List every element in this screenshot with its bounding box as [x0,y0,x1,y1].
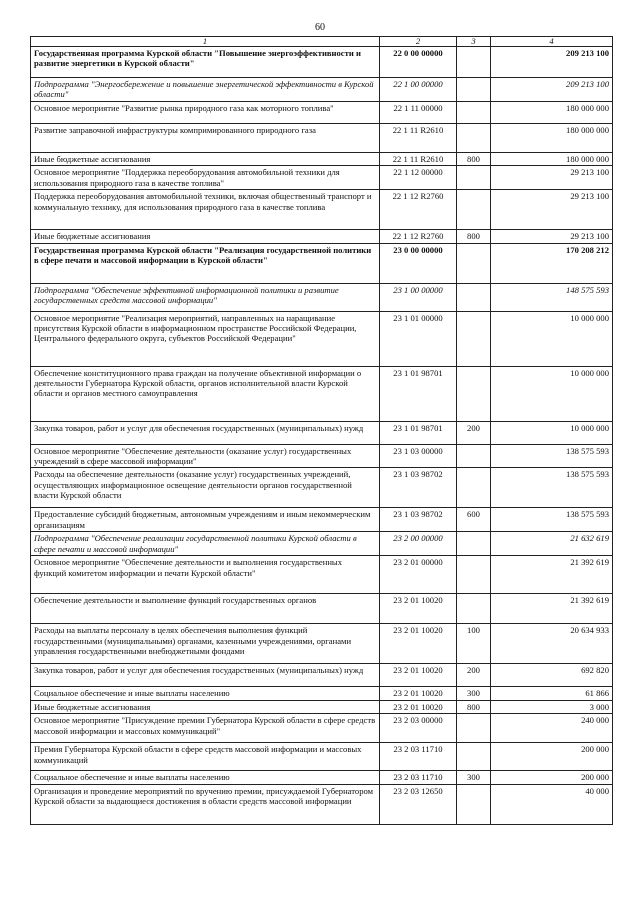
table-row [31,687,613,700]
row-amount-cell: 29 213 100 [491,166,613,190]
row-code-cell: 23 1 03 98702 [380,508,457,532]
table-row [31,366,613,421]
table-row [31,166,613,190]
row-expense-type-cell [457,101,491,123]
row-amount-cell: 138 575 593 [491,468,613,508]
page-number: 60 [315,22,325,33]
budget-table-body [31,37,613,825]
row-code-cell: 23 2 01 10020 [380,700,457,713]
row-expense-type-cell [457,123,491,152]
row-expense-type-cell [457,366,491,421]
row-code-cell: 22 1 12 00000 [380,166,457,190]
row-name-cell: Закупка товаров, работ и услуг для обеспечения государственных (муниципальных) нужд [31,664,380,687]
row-name-cell: Развитие заправочной инфраструктуры компримированного природного газа [31,123,380,152]
column-number-3: 3 [457,37,491,47]
row-name-cell: Закупка товаров, работ и услуг для обеспечения государственных (муниципальных) нужд [31,421,380,444]
row-name-cell: Основное мероприятие "Поддержка переоборудования автомобильной техники для использования природного газа в качестве топлива" [31,166,380,190]
row-code-cell: 23 2 03 00000 [380,714,457,743]
row-expense-type-cell [457,243,491,283]
table-row [31,101,613,123]
row-amount-cell: 10 000 000 [491,311,613,366]
row-code-cell: 23 2 00 00000 [380,532,457,556]
row-name-cell: Подпрограмма "Энергосбережение и повышение энергетической эффективности в Курской области" [31,77,380,101]
row-expense-type-cell [457,190,491,230]
row-code-cell: 23 1 01 98701 [380,366,457,421]
row-name-cell: Расходы на обеспечение деятельности (оказание услуг) государственных учреждений, осуществляющих информационное освещение деятельности органов государственной власти Курской области [31,468,380,508]
table-row [31,230,613,243]
row-amount-cell: 209 213 100 [491,77,613,101]
table-row [31,311,613,366]
row-expense-type-cell [457,532,491,556]
row-amount-cell: 10 000 000 [491,421,613,444]
row-amount-cell: 170 208 212 [491,243,613,283]
row-code-cell: 22 1 11 R2610 [380,152,457,165]
table-row [31,152,613,165]
row-expense-type-cell: 200 [457,421,491,444]
table-row [31,700,613,713]
table-row [31,77,613,101]
row-code-cell: 22 1 00 00000 [380,77,457,101]
row-amount-cell: 180 000 000 [491,123,613,152]
row-name-cell: Подпрограмма "Обеспечение реализации государственной политики Курской области в сфере печати и массовой информации" [31,532,380,556]
row-code-cell: 23 1 00 00000 [380,283,457,311]
row-amount-cell: 209 213 100 [491,46,613,77]
row-code-cell: 22 0 00 00000 [380,46,457,77]
row-amount-cell: 138 575 593 [491,508,613,532]
row-code-cell: 22 1 12 R2760 [380,230,457,243]
table-row [31,664,613,687]
row-code-cell: 23 1 03 00000 [380,444,457,468]
row-expense-type-cell: 300 [457,771,491,784]
row-code-cell: 23 0 00 00000 [380,243,457,283]
row-expense-type-cell [457,444,491,468]
row-code-cell: 23 2 03 11710 [380,743,457,771]
row-code-cell: 23 1 03 98702 [380,468,457,508]
row-name-cell: Основное мероприятие "Обеспечение деятельности (оказание услуг) государственных учреждений в сфере массовой информации" [31,444,380,468]
row-amount-cell: 20 634 933 [491,624,613,664]
row-name-cell: Организация и проведение мероприятий по вручению премии, присуждаемой Губернатором Курской области за выдающиеся достижения в области средств массовой информации [31,784,380,824]
row-name-cell: Иные бюджетные ассигнования [31,230,380,243]
table-row [31,243,613,283]
column-number-1: 1 [31,37,380,47]
row-expense-type-cell [457,743,491,771]
row-name-cell: Иные бюджетные ассигнования [31,700,380,713]
row-amount-cell: 3 000 [491,700,613,713]
row-amount-cell: 180 000 000 [491,101,613,123]
row-amount-cell: 29 213 100 [491,230,613,243]
table-row [31,468,613,508]
budget-table [30,36,613,825]
row-name-cell: Основное мероприятие "Присуждение премии Губернатора Курской области в сфере средств массовой информации и массовых коммуникаций" [31,714,380,743]
row-expense-type-cell [457,714,491,743]
row-name-cell: Обеспечение конституционного права граждан на получение объективной информации о деятельности Губернатора Курской области, органов исполнительной власти Курской области и органов местного самоуправления [31,366,380,421]
row-code-cell: 23 2 01 10020 [380,687,457,700]
row-amount-cell: 61 866 [491,687,613,700]
row-code-cell: 22 1 11 00000 [380,101,457,123]
row-expense-type-cell: 800 [457,700,491,713]
table-row [31,123,613,152]
column-number-2: 2 [380,37,457,47]
table-row [31,444,613,468]
column-number-row [31,37,613,47]
row-name-cell: Основное мероприятие "Обеспечение деятельности и выполнения государственных функций комитетом информации и печати Курской области" [31,556,380,594]
row-name-cell: Иные бюджетные ассигнования [31,152,380,165]
row-code-cell: 23 1 01 00000 [380,311,457,366]
row-amount-cell: 200 000 [491,743,613,771]
row-name-cell: Поддержка переоборудования автомобильной техники, включая общественный транспорт и коммунальную технику, для использования природного газа в качестве топлива [31,190,380,230]
row-name-cell: Предоставление субсидий бюджетным, автономным учреждениям и иным некоммерческим организациям [31,508,380,532]
row-amount-cell: 21 632 619 [491,532,613,556]
table-row [31,421,613,444]
row-code-cell: 23 1 01 98701 [380,421,457,444]
row-amount-cell: 21 392 619 [491,594,613,624]
row-expense-type-cell [457,46,491,77]
table-row [31,283,613,311]
row-expense-type-cell [457,283,491,311]
row-expense-type-cell: 100 [457,624,491,664]
row-expense-type-cell: 800 [457,152,491,165]
row-code-cell: 23 2 01 00000 [380,556,457,594]
row-expense-type-cell [457,556,491,594]
row-name-cell: Расходы на выплаты персоналу в целях обеспечения выполнения функций государственными (муниципальными) органами, казенными учреждениями, органами управления государственными внебюджетными фондами [31,624,380,664]
column-number-4: 4 [491,37,613,47]
row-name-cell: Социальное обеспечение и иные выплаты населению [31,687,380,700]
row-code-cell: 23 2 03 12650 [380,784,457,824]
row-name-cell: Премия Губернатора Курской области в сфере средств массовой информации и массовых коммуникаций [31,743,380,771]
row-expense-type-cell [457,784,491,824]
row-amount-cell: 692 820 [491,664,613,687]
row-amount-cell: 148 575 593 [491,283,613,311]
row-amount-cell: 240 000 [491,714,613,743]
row-code-cell: 22 1 12 R2760 [380,190,457,230]
row-name-cell: Подпрограмма "Обеспечение эффективной информационной политики и развитие государственных средств массовой информации" [31,283,380,311]
table-row [31,508,613,532]
row-code-cell: 23 2 01 10020 [380,624,457,664]
row-expense-type-cell [457,166,491,190]
row-amount-cell: 180 000 000 [491,152,613,165]
row-amount-cell: 10 000 000 [491,366,613,421]
row-code-cell: 23 2 01 10020 [380,594,457,624]
row-amount-cell: 29 213 100 [491,190,613,230]
row-amount-cell: 138 575 593 [491,444,613,468]
table-row [31,556,613,594]
row-code-cell: 23 2 01 10020 [380,664,457,687]
row-expense-type-cell: 200 [457,664,491,687]
table-row [31,190,613,230]
row-expense-type-cell [457,77,491,101]
row-expense-type-cell: 800 [457,230,491,243]
table-row [31,784,613,824]
row-code-cell: 23 2 03 11710 [380,771,457,784]
row-name-cell: Основное мероприятие "Реализация мероприятий, направленных на наращивание присутствия Курской области в информационном пространстве Российской Федерации, Центрального федерального округа, субъектов Российской Федерации" [31,311,380,366]
row-expense-type-cell [457,311,491,366]
row-name-cell: Социальное обеспечение и иные выплаты населению [31,771,380,784]
table-row [31,594,613,624]
row-expense-type-cell [457,468,491,508]
row-code-cell: 22 1 11 R2610 [380,123,457,152]
row-name-cell: Основное мероприятие "Развитие рынка природного газа как моторного топлива" [31,101,380,123]
row-amount-cell: 21 392 619 [491,556,613,594]
row-amount-cell: 200 000 [491,771,613,784]
table-row [31,46,613,77]
table-row [31,771,613,784]
row-expense-type-cell: 600 [457,508,491,532]
row-name-cell: Государственная программа Курской области "Повышение энергоэффективности и развитие энергетики в Курской области" [31,46,380,77]
row-name-cell: Государственная программа Курской области "Реализация государственной политики в сфере печати и массовой информации в Курской области" [31,243,380,283]
table-row [31,624,613,664]
row-name-cell: Обеспечение деятельности и выполнение функций государственных органов [31,594,380,624]
row-expense-type-cell [457,594,491,624]
row-expense-type-cell: 300 [457,687,491,700]
row-amount-cell: 40 000 [491,784,613,824]
table-row [31,743,613,771]
table-row [31,532,613,556]
table-row [31,714,613,743]
